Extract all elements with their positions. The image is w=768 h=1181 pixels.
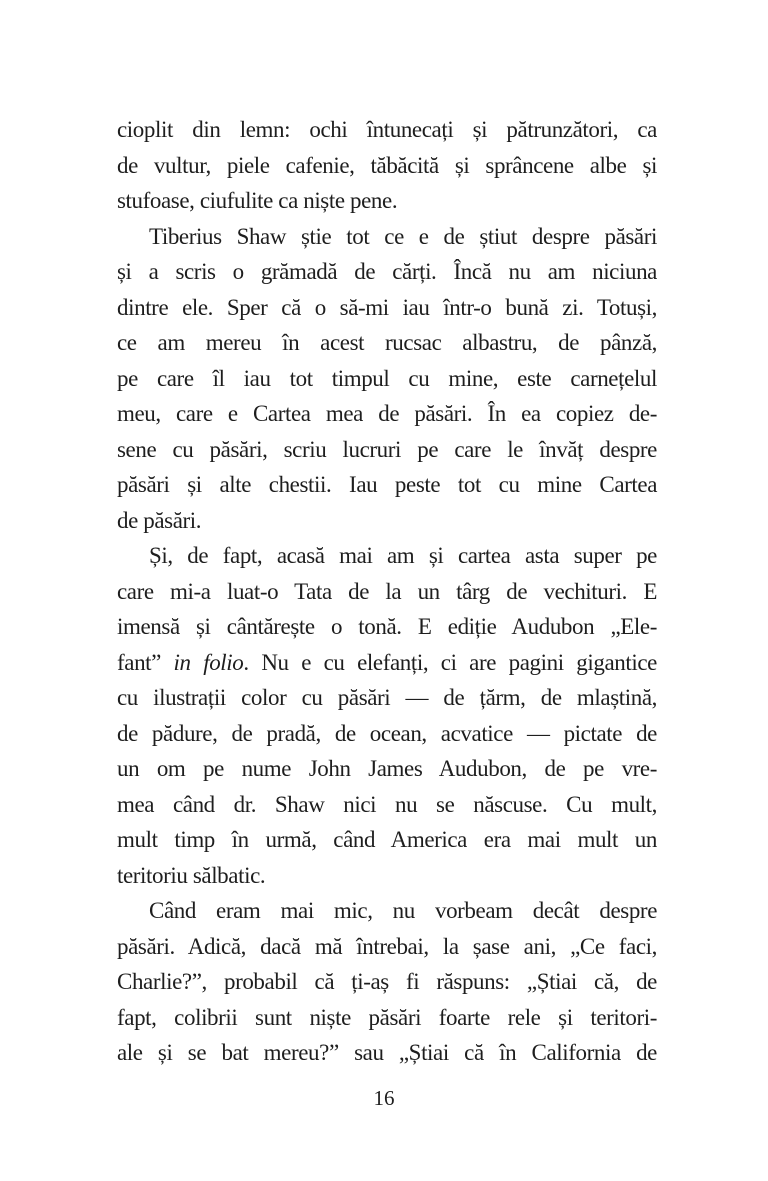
body-text-line	[117, 858, 657, 894]
body-text-line	[117, 716, 657, 752]
body-text-line	[117, 467, 657, 503]
body-text-line	[117, 1000, 657, 1036]
body-text-line	[117, 609, 657, 645]
body-text-line	[117, 219, 657, 255]
text-run: pe care îl iau tot timpul cu mine, este carnețelul	[117, 365, 657, 391]
text-run: păsări. Adică, dacă mă întrebai, la șase ani, „Ce faci,	[117, 933, 657, 959]
text-run: Și, de fapt, acasă mai am și cartea asta super pe	[149, 543, 657, 568]
text-run: dintre ele. Sper că o să-mi iau într-o bună zi. Totuși,	[117, 294, 657, 320]
page-text	[117, 112, 657, 1071]
body-text-line	[117, 893, 657, 929]
text-run: meu, care e Cartea mea de păsări. În ea copiez de-	[117, 401, 657, 426]
text-run: cu ilustrații color cu păsări — de țărm, de mlaștină,	[117, 685, 657, 710]
text-run: cioplit din lemn: ochi întunecați și pătrunzători, ca	[117, 117, 657, 142]
body-text-line	[117, 1035, 657, 1071]
body-text-line	[117, 964, 657, 1000]
text-run: de păsări.	[117, 507, 202, 533]
text-run: teritoriu sălbatic.	[117, 862, 266, 888]
text-run: fant”	[117, 649, 174, 675]
body-text-line	[117, 112, 657, 148]
text-run: fapt, colibrii sunt niște păsări foarte rele și teritori-	[117, 1004, 657, 1030]
text-run: un om pe nume John James Audubon, de pe vre-	[117, 756, 657, 781]
body-text-line	[117, 787, 657, 823]
text-run: Tiberius Shaw știe tot ce e de știut despre păsări	[149, 223, 657, 249]
body-text-line	[117, 929, 657, 965]
body-text-line	[117, 325, 657, 361]
body-text-line	[117, 574, 657, 610]
text-run: și a scris o grămadă de cărți. Încă nu am niciuna	[117, 259, 657, 284]
text-run: de vultur, piele cafenie, tăbăcită și sprâncene albe și	[117, 152, 657, 178]
body-text-line	[117, 290, 657, 326]
text-run: ale și se bat mereu?” sau „Știai că în California de	[117, 1040, 657, 1065]
body-text-line	[117, 361, 657, 397]
body-text-line	[117, 183, 657, 219]
text-run: ce am mereu în acest rucsac albastru, de pânză,	[117, 330, 657, 355]
body-text-line	[117, 645, 657, 681]
text-run: de pădure, de pradă, de ocean, acvatice — pictate de	[117, 720, 657, 746]
text-run: Charlie?”, probabil că ți-aș fi răspuns: „Știai că, de	[117, 969, 657, 994]
body-text-line	[117, 396, 657, 432]
text-run: . Nu e cu elefanți, ci are pagini gigantice	[243, 649, 657, 675]
body-text-line	[117, 254, 657, 290]
body-text-line	[117, 751, 657, 787]
text-run: sene cu păsări, scriu lucruri pe care le învăț despre	[117, 436, 657, 462]
body-text-line	[117, 680, 657, 716]
text-run: Când eram mai mic, nu vorbeam decât despre	[149, 898, 657, 923]
body-text-line	[117, 503, 657, 539]
italic-text-run: in folio	[173, 649, 244, 675]
page-number: 16	[373, 1086, 395, 1110]
text-run: stufoase, ciufulite ca niște pene.	[117, 188, 398, 213]
text-run: păsări și alte chestii. Iau peste tot cu mine Cartea	[117, 472, 657, 497]
body-text-line	[117, 822, 657, 858]
text-run: care mi-a luat-o Tata de la un târg de vechituri. E	[117, 578, 657, 604]
body-text-line	[117, 538, 657, 574]
body-text-line	[117, 432, 657, 468]
text-run: imensă și cântărește o tonă. E ediție Audubon „Ele-	[117, 614, 657, 639]
body-text-line	[117, 148, 657, 184]
text-run: mea când dr. Shaw nici nu se născuse. Cu mult,	[117, 791, 657, 817]
text-run: mult timp în urmă, când America era mai mult un	[117, 827, 657, 852]
